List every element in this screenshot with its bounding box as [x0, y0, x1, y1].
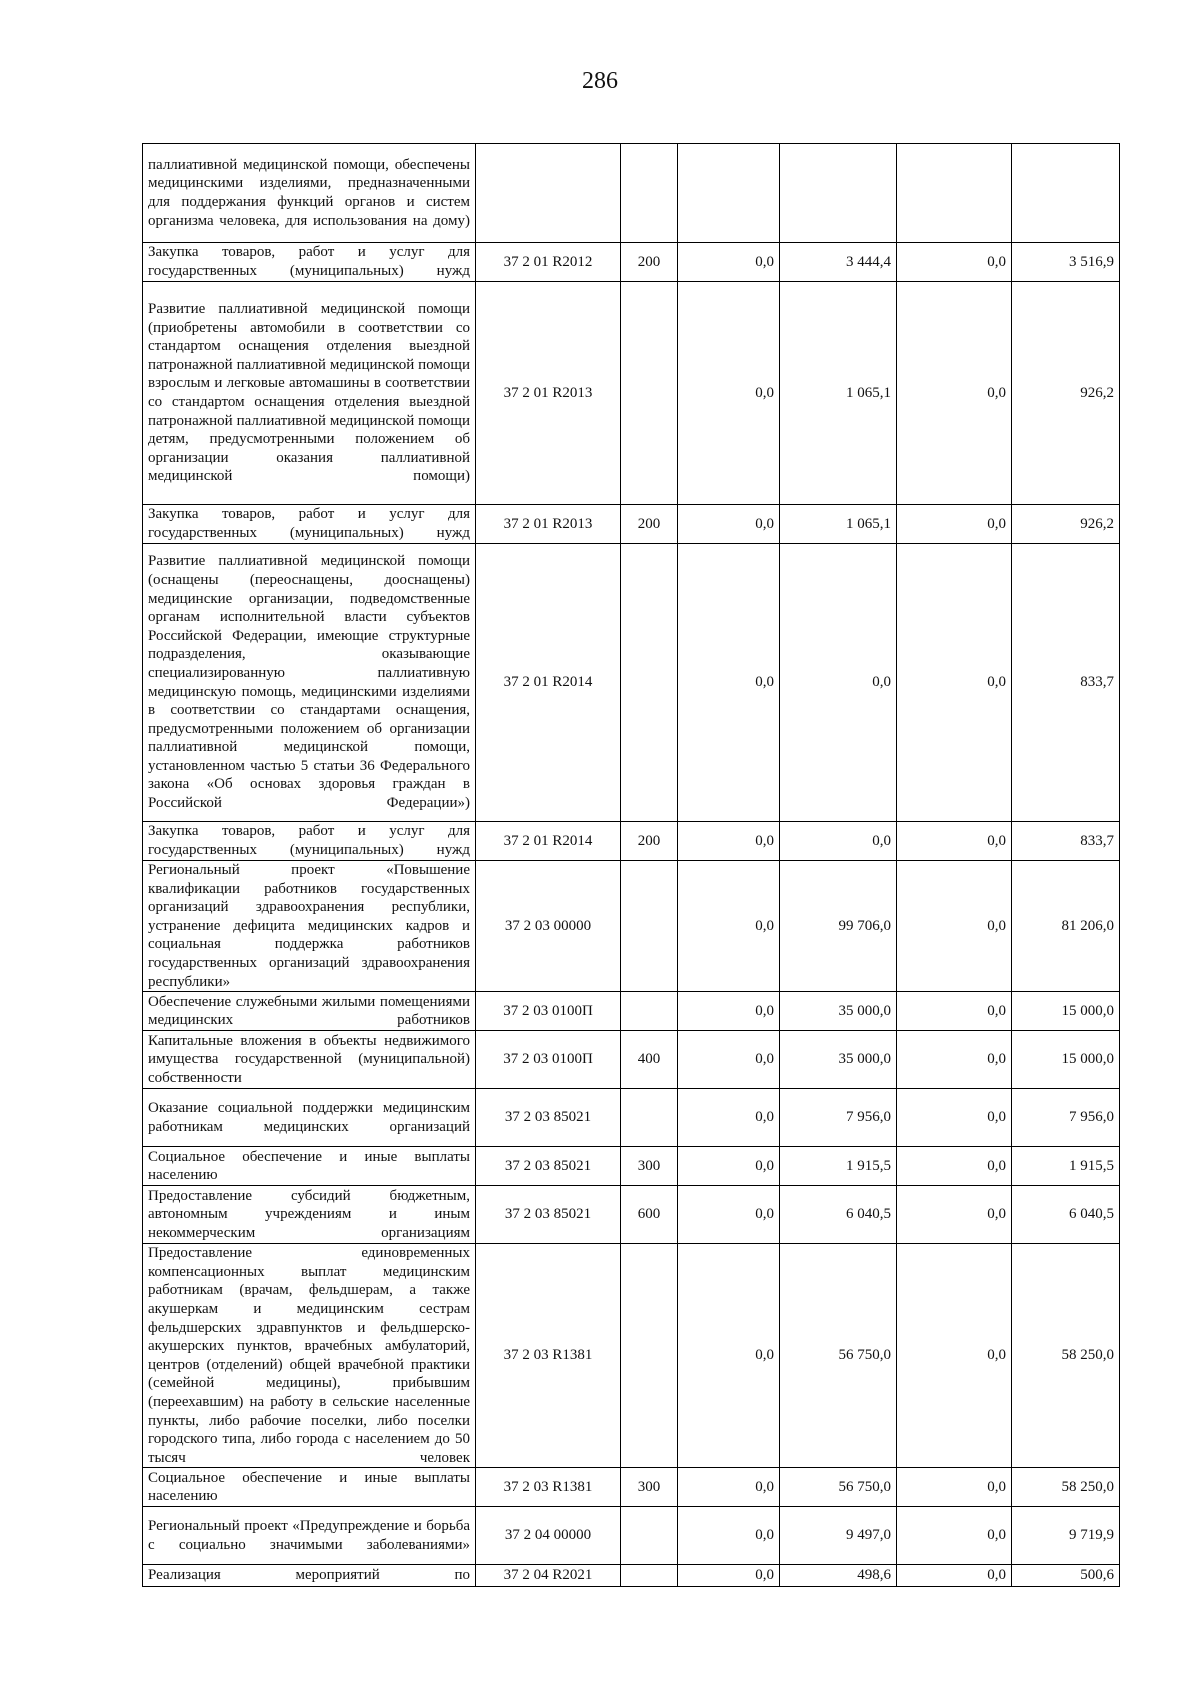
row-expense-type	[621, 1565, 678, 1587]
row-value-4: 58 250,0	[1012, 1244, 1120, 1468]
row-value-2: 6 040,5	[780, 1186, 897, 1244]
row-value-1: 0,0	[678, 1186, 780, 1244]
row-expense-type: 300	[621, 1147, 678, 1186]
row-name: Социальное обеспечение и иные выплаты населению	[143, 1147, 476, 1186]
table-row	[143, 992, 1120, 1031]
row-value-2: 0,0	[780, 822, 897, 861]
row-value-4: 15 000,0	[1012, 1031, 1120, 1089]
budget-table	[142, 143, 1120, 1587]
table-row	[143, 1147, 1120, 1186]
row-name: Обеспечение служебными жилыми помещениями медицинских работников	[143, 992, 476, 1031]
row-value-4: 58 250,0	[1012, 1468, 1120, 1507]
row-value-1: 0,0	[678, 822, 780, 861]
row-value-4: 500,6	[1012, 1565, 1120, 1587]
row-code	[476, 144, 621, 243]
row-value-4: 15 000,0	[1012, 992, 1120, 1031]
row-name: Реализация мероприятий по	[143, 1565, 476, 1587]
row-name: Предоставление единовременных компенсационных выплат медицинским работникам (врачам, фельдшерам, а также акушеркам и медицинским сестрам фельдшерских здравпунктов и фельдшерско-акушерских пунктов, врачебных амбулаторий, центров (отделений) общей врачебной практики (семейной медицины), прибывшим (переехавшим) на работу в сельские населенные пункты, либо рабочие поселки, либо поселки городского типа, либо города с населением до 50 тысяч человек	[143, 1244, 476, 1468]
row-value-2: 35 000,0	[780, 1031, 897, 1089]
row-value-4: 1 915,5	[1012, 1147, 1120, 1186]
row-value-1: 0,0	[678, 505, 780, 544]
row-value-3: 0,0	[897, 505, 1012, 544]
row-value-1: 0,0	[678, 1507, 780, 1565]
row-value-1: 0,0	[678, 992, 780, 1031]
row-value-2	[780, 144, 897, 243]
table-row	[143, 1565, 1120, 1587]
row-value-2: 35 000,0	[780, 992, 897, 1031]
table-row	[143, 822, 1120, 861]
row-value-4: 81 206,0	[1012, 861, 1120, 992]
row-value-3: 0,0	[897, 1565, 1012, 1587]
row-value-3: 0,0	[897, 1468, 1012, 1507]
row-expense-type: 200	[621, 822, 678, 861]
row-value-1	[678, 144, 780, 243]
row-code: 37 2 01 R2013	[476, 505, 621, 544]
row-value-2: 3 444,4	[780, 243, 897, 282]
row-value-4: 833,7	[1012, 822, 1120, 861]
row-value-2: 7 956,0	[780, 1089, 897, 1147]
row-value-3: 0,0	[897, 282, 1012, 505]
table-row	[143, 1507, 1120, 1565]
row-value-4: 926,2	[1012, 282, 1120, 505]
row-value-3: 0,0	[897, 822, 1012, 861]
row-code: 37 2 01 R2012	[476, 243, 621, 282]
row-code: 37 2 01 R2013	[476, 282, 621, 505]
row-code: 37 2 03 0100П	[476, 992, 621, 1031]
row-code: 37 2 03 R1381	[476, 1244, 621, 1468]
table-row	[143, 1468, 1120, 1507]
table-body	[143, 144, 1120, 1587]
row-code: 37 2 04 00000	[476, 1507, 621, 1565]
row-expense-type: 600	[621, 1186, 678, 1244]
row-value-3: 0,0	[897, 1147, 1012, 1186]
row-value-1: 0,0	[678, 1031, 780, 1089]
row-name: Закупка товаров, работ и услуг для государственных (муниципальных) нужд	[143, 505, 476, 544]
row-value-3: 0,0	[897, 1089, 1012, 1147]
row-value-1: 0,0	[678, 1147, 780, 1186]
row-expense-type: 400	[621, 1031, 678, 1089]
row-value-1: 0,0	[678, 1468, 780, 1507]
row-expense-type: 200	[621, 243, 678, 282]
row-expense-type: 200	[621, 505, 678, 544]
row-value-4: 6 040,5	[1012, 1186, 1120, 1244]
table-row	[143, 282, 1120, 505]
row-value-3: 0,0	[897, 243, 1012, 282]
row-value-3: 0,0	[897, 1507, 1012, 1565]
table-row	[143, 861, 1120, 992]
row-value-1: 0,0	[678, 1089, 780, 1147]
table-row	[143, 144, 1120, 243]
row-code: 37 2 03 00000	[476, 861, 621, 992]
row-value-2: 498,6	[780, 1565, 897, 1587]
row-value-3: 0,0	[897, 544, 1012, 822]
row-code: 37 2 01 R2014	[476, 544, 621, 822]
table-row	[143, 1186, 1120, 1244]
row-expense-type: 300	[621, 1468, 678, 1507]
row-value-3: 0,0	[897, 1244, 1012, 1468]
row-value-4: 833,7	[1012, 544, 1120, 822]
row-name: Оказание социальной поддержки медицинским работникам медицинских организаций	[143, 1089, 476, 1147]
row-code: 37 2 03 85021	[476, 1186, 621, 1244]
row-name: Развитие паллиативной медицинской помощи (оснащены (переоснащены, дооснащены) медицинские организации, подведомственные органам исполнительной власти субъектов Российской Федерации, имеющие структурные подразделения, оказывающие специализированную паллиативную медицинскую помощь, медицинскими изделиями в соответствии со стандартами оснащения, предусмотренными положением об организации паллиативной медицинской помощи, установленном частью 5 статьи 36 Федерального закона «Об основах здоровья граждан в Российской Федерации»)	[143, 544, 476, 822]
row-code: 37 2 03 85021	[476, 1147, 621, 1186]
row-code: 37 2 03 R1381	[476, 1468, 621, 1507]
row-name: Социальное обеспечение и иные выплаты населению	[143, 1468, 476, 1507]
row-value-3: 0,0	[897, 992, 1012, 1031]
row-value-3	[897, 144, 1012, 243]
row-value-1: 0,0	[678, 544, 780, 822]
row-value-3: 0,0	[897, 1186, 1012, 1244]
table-row	[143, 544, 1120, 822]
row-value-1: 0,0	[678, 1244, 780, 1468]
row-name: Капитальные вложения в объекты недвижимого имущества государственной (муниципальной) собственности	[143, 1031, 476, 1089]
table-row	[143, 1089, 1120, 1147]
table-row	[143, 1244, 1120, 1468]
row-value-4: 926,2	[1012, 505, 1120, 544]
row-expense-type	[621, 282, 678, 505]
row-value-2: 1 915,5	[780, 1147, 897, 1186]
row-value-2: 99 706,0	[780, 861, 897, 992]
row-name: Региональный проект «Предупреждение и борьба с социально значимыми заболеваниями»	[143, 1507, 476, 1565]
row-name: Предоставление субсидий бюджетным, автономным учреждениям и иным некоммерческим организациям	[143, 1186, 476, 1244]
row-value-1: 0,0	[678, 282, 780, 505]
page-number: 286	[582, 68, 618, 94]
row-name: паллиативной медицинской помощи, обеспечены медицинскими изделиями, предназначенными для поддержания функций органов и систем организма человека, для использования на дому)	[143, 144, 476, 243]
table-row	[143, 505, 1120, 544]
table-row	[143, 1031, 1120, 1089]
row-name: Развитие паллиативной медицинской помощи (приобретены автомобили в соответствии со стандартом оснащения отделения выездной патронажной паллиативной медицинской помощи взрослым и легковые автомашины в соответствии со стандартом оснащения отделения выездной патронажной паллиативной медицинской помощи детям, предусмотренными положением об организации оказания паллиативной медицинской помощи)	[143, 282, 476, 505]
row-code: 37 2 01 R2014	[476, 822, 621, 861]
row-name: Закупка товаров, работ и услуг для государственных (муниципальных) нужд	[143, 822, 476, 861]
row-value-2: 56 750,0	[780, 1468, 897, 1507]
row-expense-type	[621, 1244, 678, 1468]
row-value-4: 7 956,0	[1012, 1089, 1120, 1147]
row-value-3: 0,0	[897, 861, 1012, 992]
row-value-1: 0,0	[678, 1565, 780, 1587]
row-expense-type	[621, 861, 678, 992]
row-value-2: 1 065,1	[780, 282, 897, 505]
table-row	[143, 243, 1120, 282]
row-value-1: 0,0	[678, 243, 780, 282]
row-name: Региональный проект «Повышение квалификации работников государственных организаций здравоохранения республики, устранение дефицита медицинских кадров и социальная поддержка работников государственных организаций здравоохранения республики»	[143, 861, 476, 992]
row-value-2: 9 497,0	[780, 1507, 897, 1565]
row-expense-type	[621, 1507, 678, 1565]
row-expense-type	[621, 544, 678, 822]
row-value-4: 9 719,9	[1012, 1507, 1120, 1565]
row-expense-type	[621, 1089, 678, 1147]
row-value-4: 3 516,9	[1012, 243, 1120, 282]
row-value-2: 56 750,0	[780, 1244, 897, 1468]
row-value-2: 1 065,1	[780, 505, 897, 544]
row-expense-type	[621, 144, 678, 243]
row-value-2: 0,0	[780, 544, 897, 822]
row-code: 37 2 04 R2021	[476, 1565, 621, 1587]
row-code: 37 2 03 0100П	[476, 1031, 621, 1089]
row-value-4	[1012, 144, 1120, 243]
row-value-1: 0,0	[678, 861, 780, 992]
row-code: 37 2 03 85021	[476, 1089, 621, 1147]
row-expense-type	[621, 992, 678, 1031]
row-value-3: 0,0	[897, 1031, 1012, 1089]
row-name: Закупка товаров, работ и услуг для государственных (муниципальных) нужд	[143, 243, 476, 282]
